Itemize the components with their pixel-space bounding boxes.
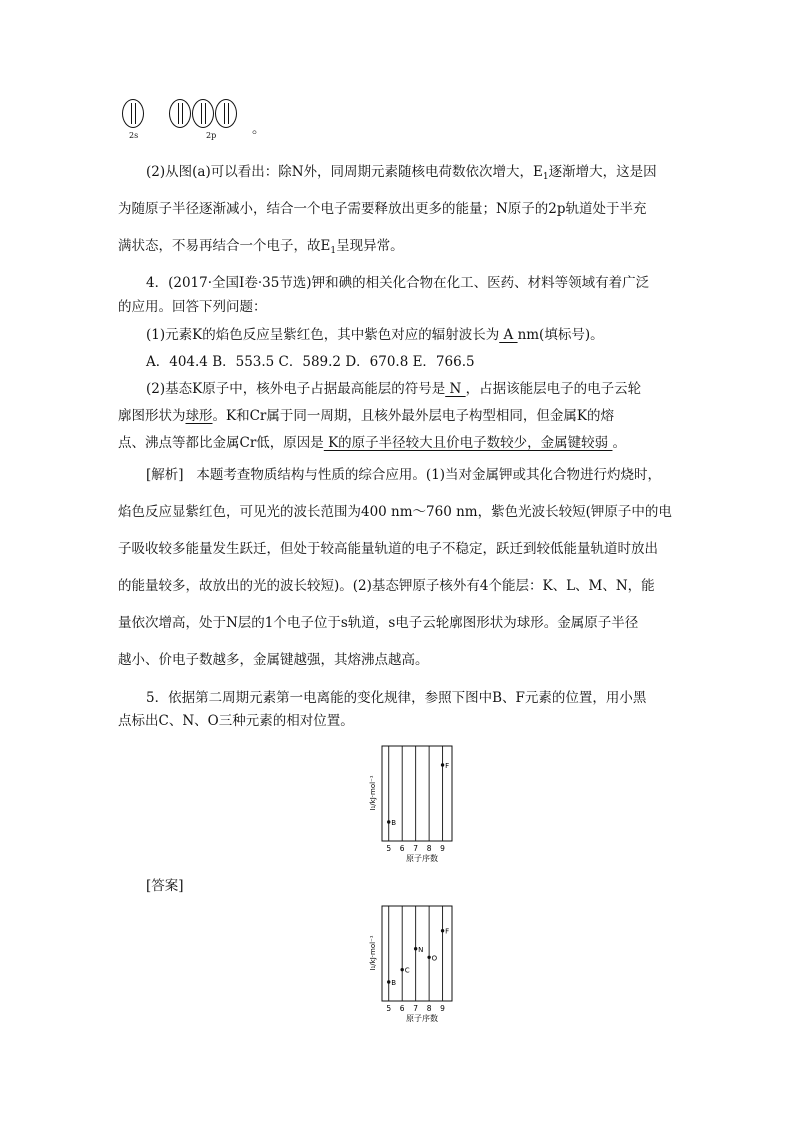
analysis-line-6: 越小、价电子数越多，金属键越强，其熔沸点越高。 [118,652,429,668]
chart2-point-label-C: C [404,966,410,975]
answer-1: A [499,327,518,343]
chart2-point-label-O: O [431,954,438,963]
chart2-point-B [387,980,390,983]
chart2-point-label-B: B [391,979,397,987]
orbital-end-mark: 。 [252,121,266,137]
chart2-point-C [400,968,403,971]
orbital-box-2p-1 [169,99,191,128]
chart2-tick-8: 8 [426,1004,432,1013]
chart2-point-O [427,956,430,959]
q5-line-2: 点标出C、N、O三种元素的相对位置。 [118,713,354,729]
q4-options: A．404.4 B．553.5 C．589.2 D．670.8 E．766.5 [146,354,475,370]
ionization-chart-answer [362,902,462,1026]
answer-3: 球形 [185,408,213,424]
q4-sub2-line-2: 廓图形状为球形。K和Cr属于同一周期，且核外最外层电子构型相同，但金属K的熔 [118,408,614,424]
analysis-line-4: 的能量较多，故放出的光的波长较短)。(2)基态钾原子核外有4个能层：K、L、M、N，能 [118,578,655,594]
chart1-point-label-B: B [391,819,397,827]
q4-sub2-line-3: 点、沸点等都比金属Cr低，原因是 K的原子半径较大且价电子数较少，金属键较弱 。 [118,435,626,451]
q4-sub1: (1)元素K的焰色反应呈紫红色，其中紫色对应的辐射波长为 A nm(填标号)。 [146,327,604,343]
analysis-line-1: [解析] 本题考查物质结构与性质的综合应用。(1)当对金属钾或其化合物进行灼烧时， [146,467,662,483]
chart1-tick-9: 9 [440,844,445,853]
q4-line-2: 的应用。回答下列问题： [118,299,267,315]
analysis-line-5: 量依次增高，处于N层的1个电子位于s轨道，s电子云轮廓图形状为球形。金属原子半径 [118,615,639,631]
chart1-tick-5: 5 [386,844,392,853]
chart1-point-B [387,820,390,823]
orbital-2s [122,99,145,130]
q4-line-1: 4．(2017·全国Ⅰ卷·35节选)钾和碘的相关化合物在化工、医药、材料等领域有着广泛 [146,275,650,291]
p2-line-3: 满状态，不易再结合一个电子，故$E_1$呈现异常。 [118,238,404,256]
chart2-xlabel: 原子序数 [406,1014,438,1023]
orbital-box-2p-3 [215,99,237,128]
chart2-point-F [441,929,444,932]
chart2-ylabel: I₁/kJ·mol⁻¹ [369,935,377,971]
chart2-tick-5: 5 [386,1004,392,1013]
chart1-point-label-F: F [445,762,450,770]
chart1-ylabel: I₁/kJ·mol⁻¹ [369,775,377,811]
answer-2: N [445,381,466,397]
chart2-point-label-F: F [445,927,450,936]
ionization-chart-question [362,742,462,866]
chart1-tick-6: 6 [399,844,405,853]
chart1-tick-7: 7 [413,844,419,853]
analysis-tag: [解析] [146,467,184,483]
chart2-tick-9: 9 [440,1004,445,1013]
answer-tag: [答案] [146,878,184,894]
chart2-point-label-N: N [418,945,424,954]
chart1-point-F [441,763,444,766]
chart2-tick-7: 7 [413,1004,419,1013]
analysis-line-2: 焰色反应显紫红色，可见光的波长范围为400 nm～760 nm，紫色光波长较短(钾原子中的电 [118,504,672,520]
analysis-line-3: 子吸收较多能量发生跃迁，但处于较高能量轨道的电子不稳定，跃迁到较低能量轨道时放出 [118,541,658,557]
q5-line-1: 5．依据第二周期元素第一电离能的变化规律，参照下图中B、F元素的位置，用小黑 [146,690,647,706]
label-2s: 2s [129,131,139,140]
chart1-tick-8: 8 [426,844,432,853]
q4-sub2-line-1: (2)基态K原子中，核外电子占据最高能层的符号是 N ，占据该能层电子的电子云轮 [146,381,642,397]
orbital-2p [169,99,238,130]
p2-line-2: 为随原子半径逐渐减小，结合一个电子需要释放出更多的能量；N原子的2p轨道处于半充 [118,201,647,217]
chart2-tick-6: 6 [399,1004,405,1013]
orbital-box-2p-2 [192,99,214,128]
chart2-point-N [414,947,417,950]
orbital-box-2s [122,99,144,128]
answer-4: K的原子半径较大且价电子数较少，金属键较弱 [323,435,613,451]
chart1-xlabel: 原子序数 [406,854,438,863]
p2-line-1: (2)从图(a)可以看出：除N外，同周期元素随核电荷数依次增大，$E_1$逐渐增大，这是因 [146,164,657,182]
label-2p: 2p [206,131,217,140]
